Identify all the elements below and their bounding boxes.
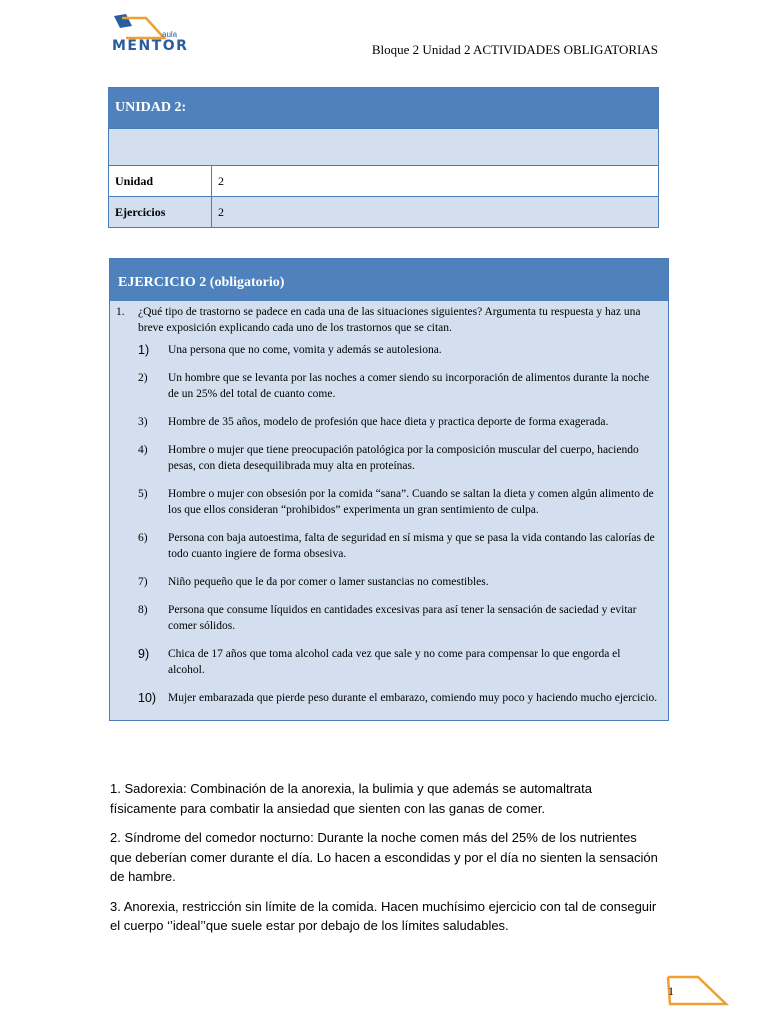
logo-name: MENTOR xyxy=(112,38,189,54)
item-number: 6) xyxy=(138,532,148,544)
question-intro xyxy=(116,304,658,336)
item-number: 7) xyxy=(138,576,148,588)
unit-table xyxy=(108,87,659,228)
answer-paragraph: 2. Síndrome del comedor nocturno: Durante la noche comen más del 25% de los nutrientes que deberían comer durante el día. Lo hacen a escondidas y por el día no sienten la sensación de hambre. xyxy=(110,830,658,884)
list-item xyxy=(116,602,658,634)
answer-paragraph: 1. Sadorexia: Combinación de la anorexia, la bulimia y que además se automaltrata físicamente para combatir la ansiedad que sienten con las ganas de comer. xyxy=(110,781,592,816)
item-number: 3) xyxy=(138,416,148,428)
list-item xyxy=(116,370,658,402)
item-text: Hombre de 35 años, modelo de profesión que hace dieta y practica deporte de forma exagerada. xyxy=(168,416,609,428)
item-text: Hombre o mujer que tiene preocupación patológica por la composición muscular del cuerpo, haciendo pesas, con dieta desequilibrada muy alta en proteínas. xyxy=(168,444,639,472)
list-item xyxy=(116,342,658,358)
question-number: 1. xyxy=(116,306,125,318)
item-number: 9) xyxy=(138,647,150,661)
item-text: Niño pequeño que le da por comer o lamer sustancias no comestibles. xyxy=(168,576,489,588)
item-number: 5) xyxy=(138,488,148,500)
item-text: Mujer embarazada que pierde peso durante el embarazo, comiendo muy poco y haciendo mucho ejercicio. xyxy=(168,692,658,704)
exercises-value: 2 xyxy=(212,197,659,228)
item-text: Una persona que no come, vomita y además se autolesiona. xyxy=(168,344,442,356)
item-text: Un hombre que se levanta por las noches a comer siendo su incorporación de alimentos durante la noche de un 25% del total de cuanto come. xyxy=(168,372,650,400)
answers-section xyxy=(110,779,660,946)
document-title: Bloque 2 Unidad 2 ACTIVIDADES OBLIGATORIAS xyxy=(371,42,658,57)
item-number: 10) xyxy=(138,691,157,705)
list-item xyxy=(116,414,658,430)
table-row xyxy=(109,197,659,228)
exercise-box xyxy=(109,258,669,721)
list-item xyxy=(116,486,658,518)
logo-aula-text: aula xyxy=(162,30,178,39)
item-text: Persona con baja autoestima, falta de seguridad en sí misma y que se pasa la vida contando las calorías de todo cuanto ingiere de forma obsesiva. xyxy=(168,532,655,560)
exercise-body xyxy=(110,301,668,720)
answer-paragraph: 3. Anorexia, restricción sin límite de la comida. Hacen muchísimo ejercicio con tal de conseguir el cuerpo ‘’ideal’’que suele estar por debajo de los límites saludables. xyxy=(110,898,657,933)
item-number: 4) xyxy=(138,444,148,456)
page-number: 1 xyxy=(668,984,674,998)
item-number: 2) xyxy=(138,372,148,384)
item-text: Chica de 17 años que toma alcohol cada vez que sale y no come para compensar lo que engorda el alcohol. xyxy=(168,648,621,676)
table-row xyxy=(109,166,659,197)
list-item xyxy=(116,646,658,678)
unit-table-title: UNIDAD 2: xyxy=(109,88,659,129)
list-item xyxy=(116,442,658,474)
unit-label: Unidad xyxy=(109,166,212,197)
unit-table-blank-row xyxy=(109,129,659,166)
list-item xyxy=(116,574,658,590)
item-number: 1) xyxy=(138,343,150,357)
list-item xyxy=(116,690,658,706)
list-item xyxy=(116,530,658,562)
exercises-label: Ejercicios xyxy=(109,197,212,228)
item-text: Persona que consume líquidos en cantidades excesivas para así tener la sensación de saciedad y evitar comer sólidos. xyxy=(168,604,637,632)
unit-value: 2 xyxy=(212,166,659,197)
item-text: Hombre o mujer con obsesión por la comida “sana”. Cuando se saltan la dieta y comen algún alimento de los que ellos consideran “prohibidos” experimenta un gran sentimiento de culpa. xyxy=(168,488,654,516)
exercise-title: EJERCICIO 2 (obligatorio) xyxy=(110,259,668,301)
item-number: 8) xyxy=(138,604,148,616)
question-text: ¿Qué tipo de trastorno se padece en cada una de las situaciones siguientes? Argumenta tu respuesta y haz una breve exposición explicando cada uno de los trastornos que se citan. xyxy=(138,306,641,334)
